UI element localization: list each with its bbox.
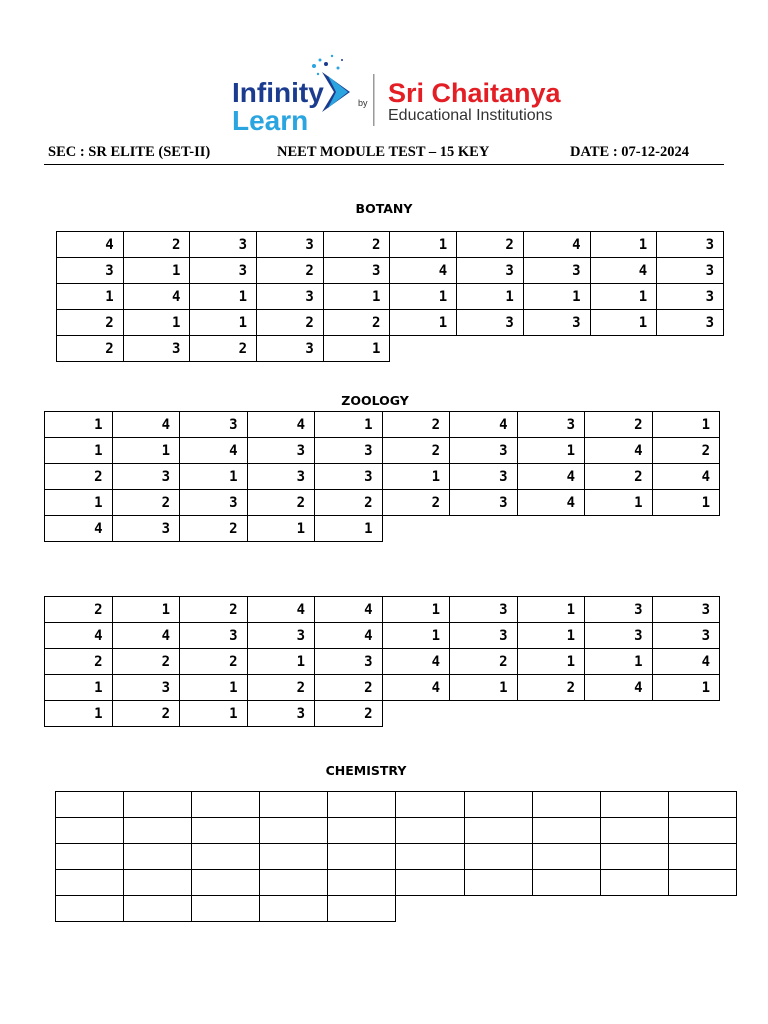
answer-cell — [668, 870, 736, 896]
answer-cell: 2 — [323, 310, 390, 336]
answer-cell: 2 — [585, 464, 653, 490]
answer-cell: 1 — [585, 490, 653, 516]
answer-cell — [124, 896, 192, 922]
empty-cell — [517, 516, 585, 542]
table-row — [57, 284, 724, 310]
answer-cell — [192, 792, 260, 818]
answer-cell — [124, 844, 192, 870]
answer-cell: 1 — [382, 597, 450, 623]
answer-cell: 1 — [180, 464, 248, 490]
empty-cell — [390, 336, 457, 362]
answer-cell: 4 — [523, 232, 590, 258]
answer-cell: 3 — [247, 701, 315, 727]
answer-cell — [600, 844, 668, 870]
answer-cell: 3 — [257, 232, 324, 258]
answer-cell: 2 — [585, 412, 653, 438]
answer-cell: 1 — [45, 490, 113, 516]
table-row — [45, 412, 720, 438]
answer-cell: 2 — [382, 438, 450, 464]
answer-cell: 4 — [112, 412, 180, 438]
answer-cell: 1 — [315, 412, 383, 438]
answer-cell: 4 — [585, 438, 653, 464]
answer-cell: 2 — [180, 516, 248, 542]
answer-cell: 3 — [190, 258, 257, 284]
logo-infinity-text: Infinity — [232, 77, 324, 108]
answer-cell: 3 — [450, 597, 518, 623]
answer-cell: 4 — [652, 464, 720, 490]
table-row — [45, 516, 720, 542]
answer-cell — [328, 896, 396, 922]
answer-cell: 3 — [450, 438, 518, 464]
answer-cell: 3 — [247, 623, 315, 649]
header-rule — [44, 164, 724, 165]
answer-cell: 2 — [45, 597, 113, 623]
answer-cell: 2 — [247, 675, 315, 701]
answer-cell: 2 — [112, 490, 180, 516]
empty-cell — [457, 336, 524, 362]
answer-cell: 1 — [585, 649, 653, 675]
answer-cell — [328, 844, 396, 870]
answer-cell: 2 — [382, 412, 450, 438]
empty-cell — [668, 896, 736, 922]
answer-cell: 1 — [457, 284, 524, 310]
answer-cell: 1 — [247, 516, 315, 542]
answer-cell: 1 — [112, 597, 180, 623]
answer-cell: 1 — [180, 675, 248, 701]
answer-cell: 4 — [315, 623, 383, 649]
answer-cell: 1 — [323, 336, 390, 362]
answer-cell: 2 — [57, 336, 124, 362]
answer-cell: 4 — [652, 649, 720, 675]
answer-cell: 2 — [652, 438, 720, 464]
answer-cell: 3 — [323, 258, 390, 284]
answer-cell: 1 — [45, 701, 113, 727]
table-row — [45, 649, 720, 675]
answer-cell: 1 — [45, 675, 113, 701]
empty-cell — [585, 701, 653, 727]
answer-cell — [56, 818, 124, 844]
answer-cell: 1 — [323, 284, 390, 310]
answer-cell — [600, 792, 668, 818]
answer-cell: 2 — [450, 649, 518, 675]
answer-cell: 2 — [57, 310, 124, 336]
table-row — [45, 464, 720, 490]
empty-cell — [382, 516, 450, 542]
empty-cell — [600, 896, 668, 922]
answer-cell: 3 — [457, 258, 524, 284]
answer-cell: 4 — [315, 597, 383, 623]
answer-cell: 4 — [382, 649, 450, 675]
answer-cell: 2 — [112, 649, 180, 675]
answer-cell — [668, 844, 736, 870]
logo-divider — [373, 74, 375, 126]
answer-cell — [600, 818, 668, 844]
answer-cell — [192, 844, 260, 870]
table-row — [57, 258, 724, 284]
answer-cell: 3 — [585, 597, 653, 623]
answer-cell: 4 — [57, 232, 124, 258]
answer-cell: 3 — [657, 258, 724, 284]
answer-cell: 3 — [585, 623, 653, 649]
answer-cell: 3 — [657, 310, 724, 336]
answer-cell — [260, 896, 328, 922]
answer-cell — [464, 792, 532, 818]
answer-cell: 4 — [517, 464, 585, 490]
logo-sub-text: Educational Institutions — [388, 107, 553, 124]
zoology-title: ZOOLOGY — [341, 393, 409, 408]
empty-cell — [590, 336, 657, 362]
table-row — [57, 310, 724, 336]
botany-title: BOTANY — [355, 201, 413, 216]
answer-cell — [192, 818, 260, 844]
answer-cell: 3 — [457, 310, 524, 336]
answer-cell: 1 — [652, 490, 720, 516]
infinity-learn-logo — [232, 55, 350, 134]
answer-cell: 3 — [657, 232, 724, 258]
logo-learn-text: Learn — [232, 105, 309, 134]
answer-cell: 3 — [247, 464, 315, 490]
logo-by-text: by — [358, 98, 368, 108]
answer-cell: 2 — [382, 490, 450, 516]
empty-cell — [396, 896, 464, 922]
empty-cell — [652, 516, 720, 542]
date-label: DATE : 07-12-2024 — [570, 144, 689, 160]
answer-cell — [464, 818, 532, 844]
answer-cell: 3 — [450, 490, 518, 516]
table-row — [45, 490, 720, 516]
answer-cell: 4 — [45, 623, 113, 649]
answer-cell: 2 — [45, 464, 113, 490]
answer-cell — [464, 844, 532, 870]
answer-cell: 2 — [112, 701, 180, 727]
answer-cell: 2 — [517, 675, 585, 701]
answer-cell: 1 — [390, 232, 457, 258]
answer-cell: 2 — [123, 232, 190, 258]
answer-cell: 3 — [450, 623, 518, 649]
answer-cell: 3 — [180, 490, 248, 516]
answer-cell: 1 — [123, 258, 190, 284]
answer-cell: 4 — [180, 438, 248, 464]
answer-cell: 3 — [517, 412, 585, 438]
table-row — [56, 870, 737, 896]
answer-cell: 3 — [523, 310, 590, 336]
answer-cell — [56, 844, 124, 870]
answer-cell: 2 — [190, 336, 257, 362]
table-row — [45, 623, 720, 649]
answer-cell: 1 — [517, 623, 585, 649]
empty-cell — [652, 701, 720, 727]
answer-cell: 1 — [590, 232, 657, 258]
answer-cell: 2 — [180, 649, 248, 675]
answer-cell — [532, 818, 600, 844]
empty-cell — [464, 896, 532, 922]
answer-cell: 1 — [450, 675, 518, 701]
table-row — [57, 232, 724, 258]
table-row — [56, 844, 737, 870]
logo-brand-text: Sri Chaitanya — [388, 78, 561, 108]
zoology-key-table — [44, 411, 720, 542]
answer-cell: 4 — [112, 623, 180, 649]
answer-cell — [532, 844, 600, 870]
empty-cell — [517, 701, 585, 727]
botany-key-table — [56, 231, 724, 362]
answer-cell: 4 — [382, 675, 450, 701]
answer-cell: 2 — [323, 232, 390, 258]
test-title: NEET MODULE TEST – 15 KEY — [277, 144, 490, 160]
answer-cell: 3 — [190, 232, 257, 258]
answer-cell: 1 — [390, 310, 457, 336]
table-row — [56, 896, 737, 922]
empty-cell — [382, 701, 450, 727]
answer-cell: 3 — [315, 649, 383, 675]
answer-cell: 3 — [657, 284, 724, 310]
empty-cell — [450, 701, 518, 727]
answer-cell — [260, 818, 328, 844]
answer-cell — [56, 896, 124, 922]
answer-cell: 4 — [517, 490, 585, 516]
answer-cell — [396, 870, 464, 896]
answer-cell — [600, 870, 668, 896]
answer-cell: 3 — [123, 336, 190, 362]
answer-cell: 4 — [123, 284, 190, 310]
answer-cell — [192, 896, 260, 922]
answer-cell: 3 — [523, 258, 590, 284]
answer-cell: 1 — [523, 284, 590, 310]
answer-cell: 3 — [112, 675, 180, 701]
answer-cell: 1 — [652, 412, 720, 438]
answer-cell: 3 — [112, 516, 180, 542]
answer-cell: 2 — [180, 597, 248, 623]
empty-cell — [523, 336, 590, 362]
key-table-3 — [44, 596, 720, 727]
answer-cell — [328, 870, 396, 896]
answer-cell: 1 — [517, 438, 585, 464]
answer-cell: 2 — [247, 490, 315, 516]
answer-cell: 3 — [315, 438, 383, 464]
answer-cell: 1 — [180, 701, 248, 727]
answer-cell: 3 — [180, 412, 248, 438]
answer-cell: 4 — [450, 412, 518, 438]
table-row — [56, 792, 737, 818]
answer-cell: 2 — [315, 701, 383, 727]
answer-cell: 4 — [45, 516, 113, 542]
answer-cell: 1 — [315, 516, 383, 542]
answer-cell — [396, 792, 464, 818]
answer-cell: 1 — [112, 438, 180, 464]
answer-cell: 1 — [45, 438, 113, 464]
answer-cell — [124, 870, 192, 896]
answer-cell: 2 — [315, 490, 383, 516]
answer-cell: 4 — [585, 675, 653, 701]
empty-cell — [585, 516, 653, 542]
answer-cell — [124, 792, 192, 818]
answer-cell: 3 — [112, 464, 180, 490]
answer-cell: 3 — [180, 623, 248, 649]
answer-cell: 2 — [457, 232, 524, 258]
answer-cell: 1 — [123, 310, 190, 336]
answer-cell — [192, 870, 260, 896]
table-row — [45, 597, 720, 623]
section-label: SEC : SR ELITE (SET-II) — [48, 144, 211, 160]
answer-cell — [260, 792, 328, 818]
answer-cell — [56, 792, 124, 818]
answer-cell: 2 — [257, 258, 324, 284]
answer-cell — [464, 870, 532, 896]
answer-cell: 4 — [247, 597, 315, 623]
answer-cell: 1 — [382, 623, 450, 649]
answer-cell: 1 — [590, 284, 657, 310]
answer-cell: 1 — [247, 649, 315, 675]
answer-cell: 1 — [517, 649, 585, 675]
table-row — [45, 675, 720, 701]
chemistry-key-table — [55, 791, 737, 922]
answer-cell — [260, 870, 328, 896]
answer-cell: 3 — [315, 464, 383, 490]
answer-cell — [532, 792, 600, 818]
answer-cell — [124, 818, 192, 844]
answer-cell: 1 — [590, 310, 657, 336]
answer-cell — [396, 844, 464, 870]
answer-cell: 1 — [190, 284, 257, 310]
answer-cell — [328, 792, 396, 818]
answer-cell: 3 — [652, 623, 720, 649]
answer-cell — [668, 818, 736, 844]
answer-cell: 1 — [190, 310, 257, 336]
answer-cell: 2 — [45, 649, 113, 675]
answer-cell: 3 — [652, 597, 720, 623]
answer-cell: 2 — [315, 675, 383, 701]
table-row — [45, 701, 720, 727]
empty-cell — [450, 516, 518, 542]
answer-cell: 4 — [390, 258, 457, 284]
logo — [230, 48, 590, 134]
answer-cell: 3 — [57, 258, 124, 284]
document-header — [44, 144, 724, 164]
table-row — [45, 438, 720, 464]
table-row — [57, 336, 724, 362]
answer-cell: 1 — [382, 464, 450, 490]
answer-cell: 3 — [450, 464, 518, 490]
empty-cell — [657, 336, 724, 362]
answer-cell — [668, 792, 736, 818]
answer-cell: 3 — [247, 438, 315, 464]
answer-cell: 4 — [590, 258, 657, 284]
answer-cell: 4 — [247, 412, 315, 438]
chemistry-title: CHEMISTRY — [325, 763, 407, 778]
answer-cell — [260, 844, 328, 870]
answer-cell: 1 — [45, 412, 113, 438]
empty-cell — [532, 896, 600, 922]
answer-cell: 3 — [257, 336, 324, 362]
table-row — [56, 818, 737, 844]
answer-cell: 1 — [652, 675, 720, 701]
answer-cell — [532, 870, 600, 896]
answer-cell: 2 — [257, 310, 324, 336]
answer-cell: 1 — [517, 597, 585, 623]
answer-cell — [396, 818, 464, 844]
answer-cell: 1 — [57, 284, 124, 310]
answer-cell — [56, 870, 124, 896]
answer-cell: 3 — [257, 284, 324, 310]
answer-cell — [328, 818, 396, 844]
answer-cell: 1 — [390, 284, 457, 310]
